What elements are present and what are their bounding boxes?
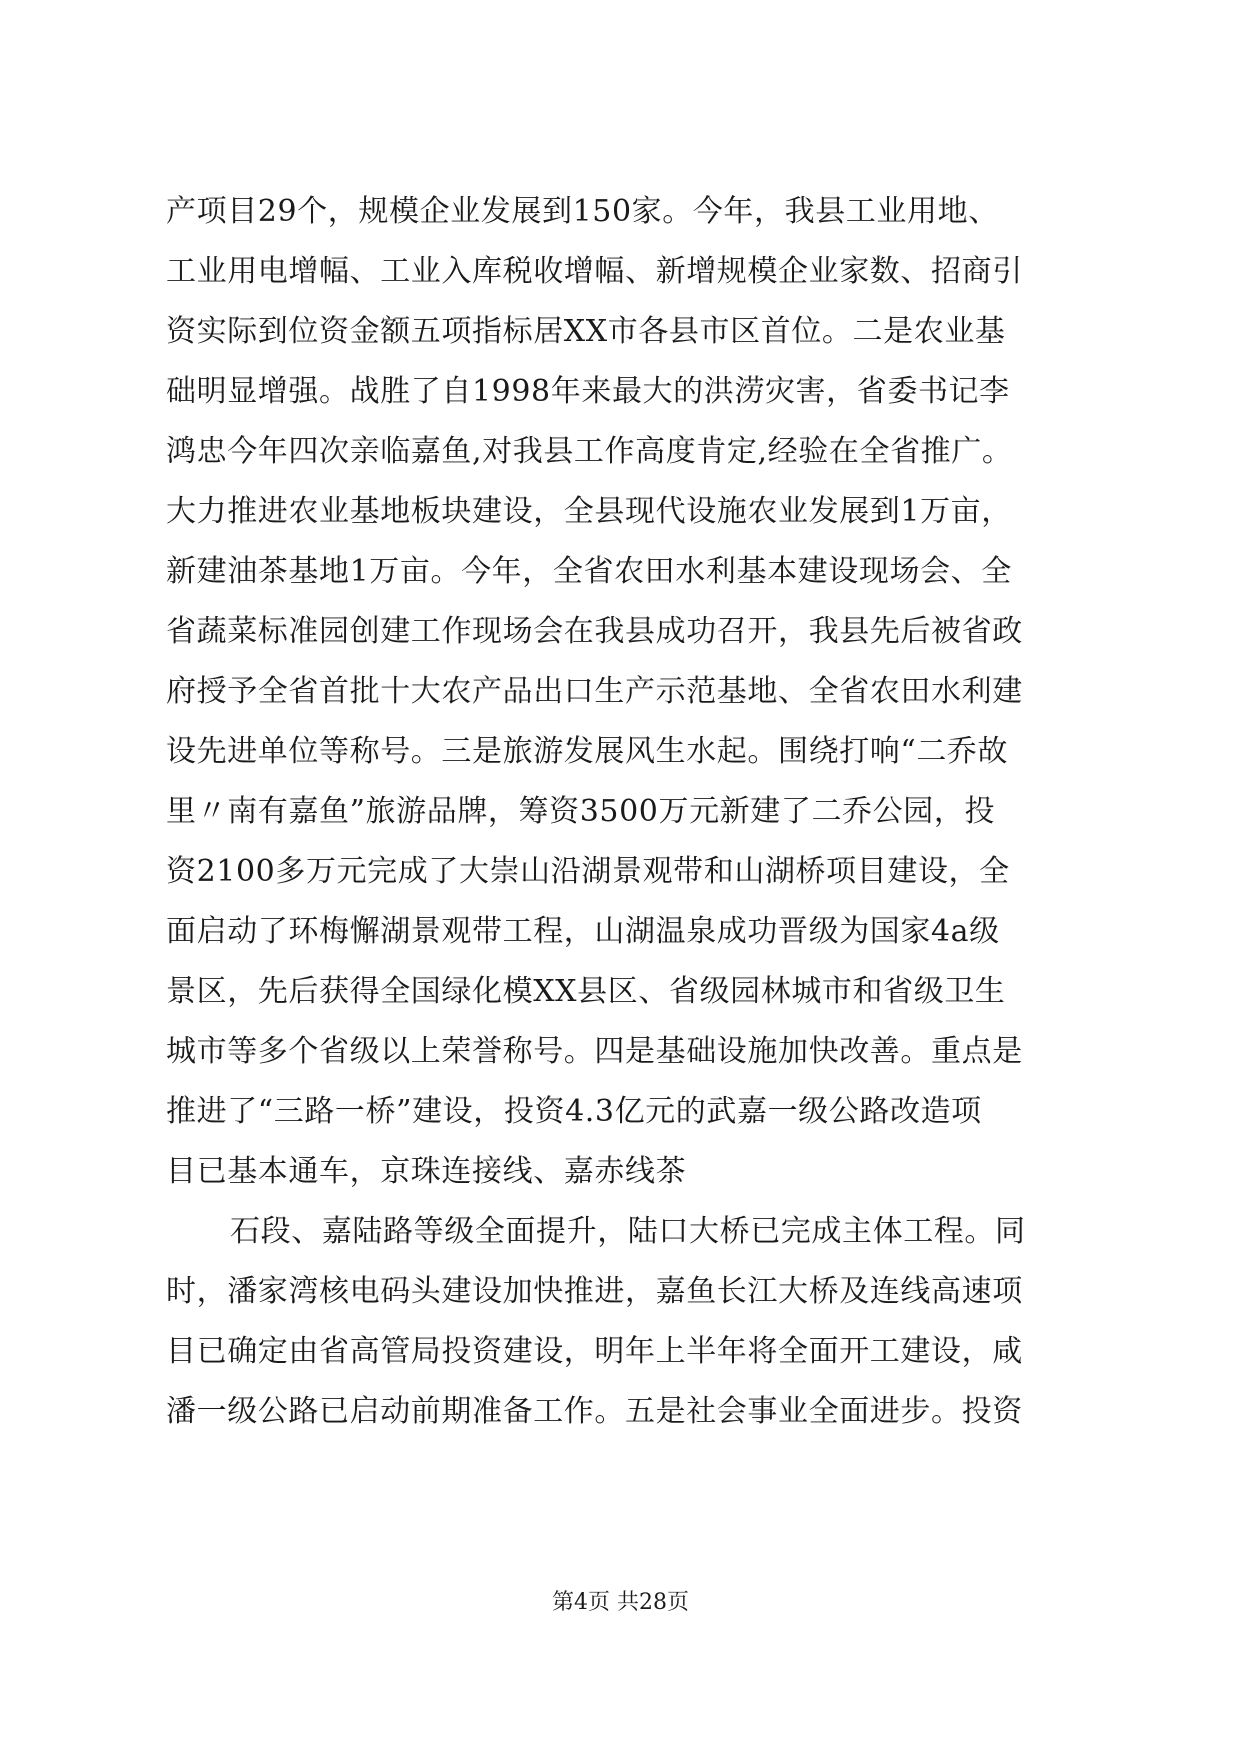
text-line: 大力推进农业基地板块建设，全县现代设施农业发展到1万亩，	[166, 494, 1012, 529]
text-line: 设先进单位等称号。三是旅游发展风生水起。围绕打响“二乔故	[166, 734, 1009, 769]
paragraph-1	[166, 182, 1086, 1202]
text-line: 潘一级公路已启动前期准备工作。五是社会事业全面进步。投资	[166, 1394, 1023, 1429]
text-line: 推进了“三路一桥”建设，投资4.3亿元的武嘉一级公路改造项	[166, 1094, 982, 1129]
text-line: 资实际到位资金额五项指标居XX市各县市区首位。二是农业基	[166, 314, 1006, 349]
text-line: 新建油茶基地1万亩。今年，全省农田水利基本建设现场会、全	[166, 554, 1012, 589]
text-line: 府授予全省首批十大农产品出口生产示范基地、全省农田水利建	[166, 674, 1023, 709]
text-line: 省蔬菜标准园创建工作现场会在我县成功召开，我县先后被省政	[166, 614, 1023, 649]
text-line: 时，潘家湾核电码头建设加快推进，嘉鱼长江大桥及连线高速项	[166, 1274, 1023, 1309]
paragraph-2	[166, 1202, 1086, 1442]
text-line: 目已基本通车，京珠连接线、嘉赤线茶	[166, 1154, 687, 1189]
text-line: 景区，先后获得全国绿化模XX县区、省级园林城市和省级卫生	[166, 974, 1006, 1009]
text-line: 面启动了环梅懈湖景观带工程，山湖温泉成功晋级为国家4a级	[166, 914, 1000, 949]
text-line: 产项目29个，规模企业发展到150家。今年，我县工业用地、	[166, 194, 999, 229]
text-line: 石段、嘉陆路等级全面提升，陆口大桥已完成主体工程。同	[230, 1214, 1026, 1249]
text-line: 城市等多个省级以上荣誉称号。四是基础设施加快改善。重点是	[166, 1034, 1023, 1069]
page-number-footer: 第4页 共28页	[552, 1590, 689, 1615]
text-line: 目已确定由省高管局投资建设，明年上半年将全面开工建设，咸	[166, 1334, 1023, 1369]
text-line: 里〃南有嘉鱼”旅游品牌，筹资3500万元新建了二乔公园，投	[166, 794, 996, 829]
text-line: 资2100多万元完成了大崇山沿湖景观带和山湖桥项目建设，全	[166, 854, 1010, 889]
text-line: 础明显增强。战胜了自1998年来最大的洪涝灾害，省委书记李	[166, 374, 1010, 409]
document-body	[166, 182, 1086, 1442]
text-line: 鸿忠今年四次亲临嘉鱼,对我县工作高度肯定,经验在全省推广。	[166, 434, 1013, 469]
text-line: 工业用电增幅、工业入库税收增幅、新增规模企业家数、招商引	[166, 254, 1023, 289]
